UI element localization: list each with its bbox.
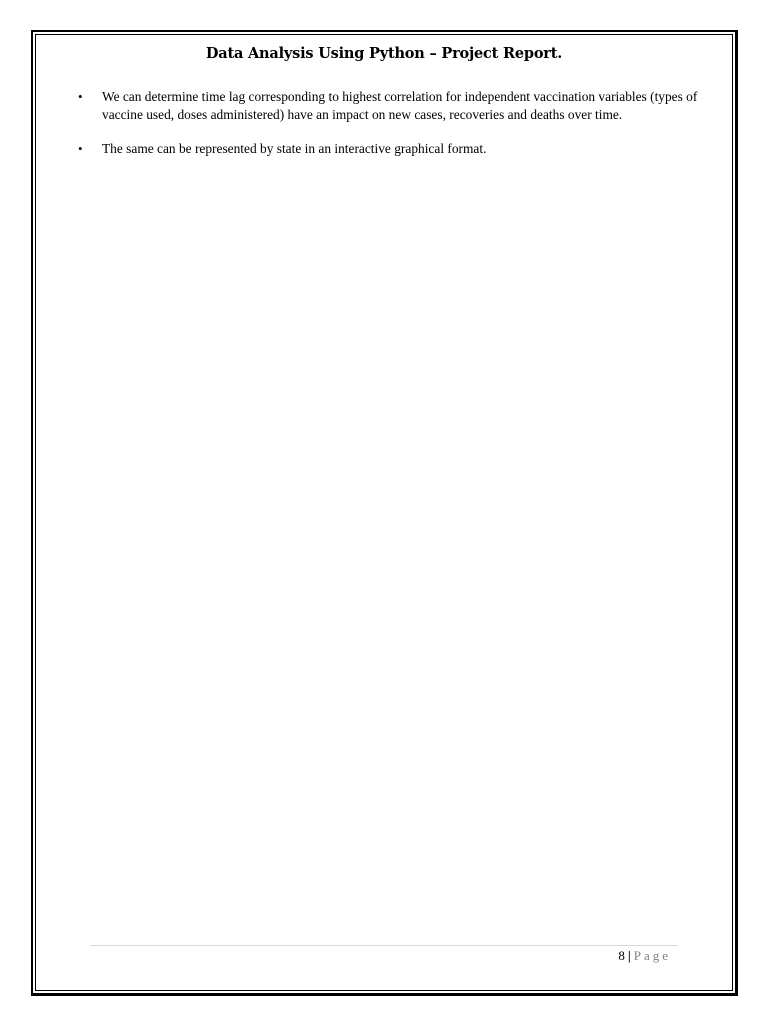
page-border-inner: [35, 34, 733, 991]
list-item: [78, 88, 718, 123]
footer-divider: [90, 945, 678, 946]
bullet-list: [78, 88, 718, 175]
bullet-text: We can determine time lag corresponding to highest correlation for independent vaccination variables (types of vaccine used, doses administered) have an impact on new cases, recoveries and deaths over time.: [102, 89, 698, 122]
list-item: [78, 140, 718, 158]
page-title: Data Analysis Using Python – Project Report.: [205, 45, 563, 62]
bullet-icon: •: [78, 89, 83, 104]
page-number: 8: [618, 948, 625, 963]
page-footer: [618, 947, 671, 965]
page-label: Page: [633, 948, 671, 963]
footer-separator: |: [627, 948, 631, 963]
bullet-icon: •: [78, 141, 83, 156]
bullet-text: The same can be represented by state in an interactive graphical format.: [102, 141, 487, 156]
